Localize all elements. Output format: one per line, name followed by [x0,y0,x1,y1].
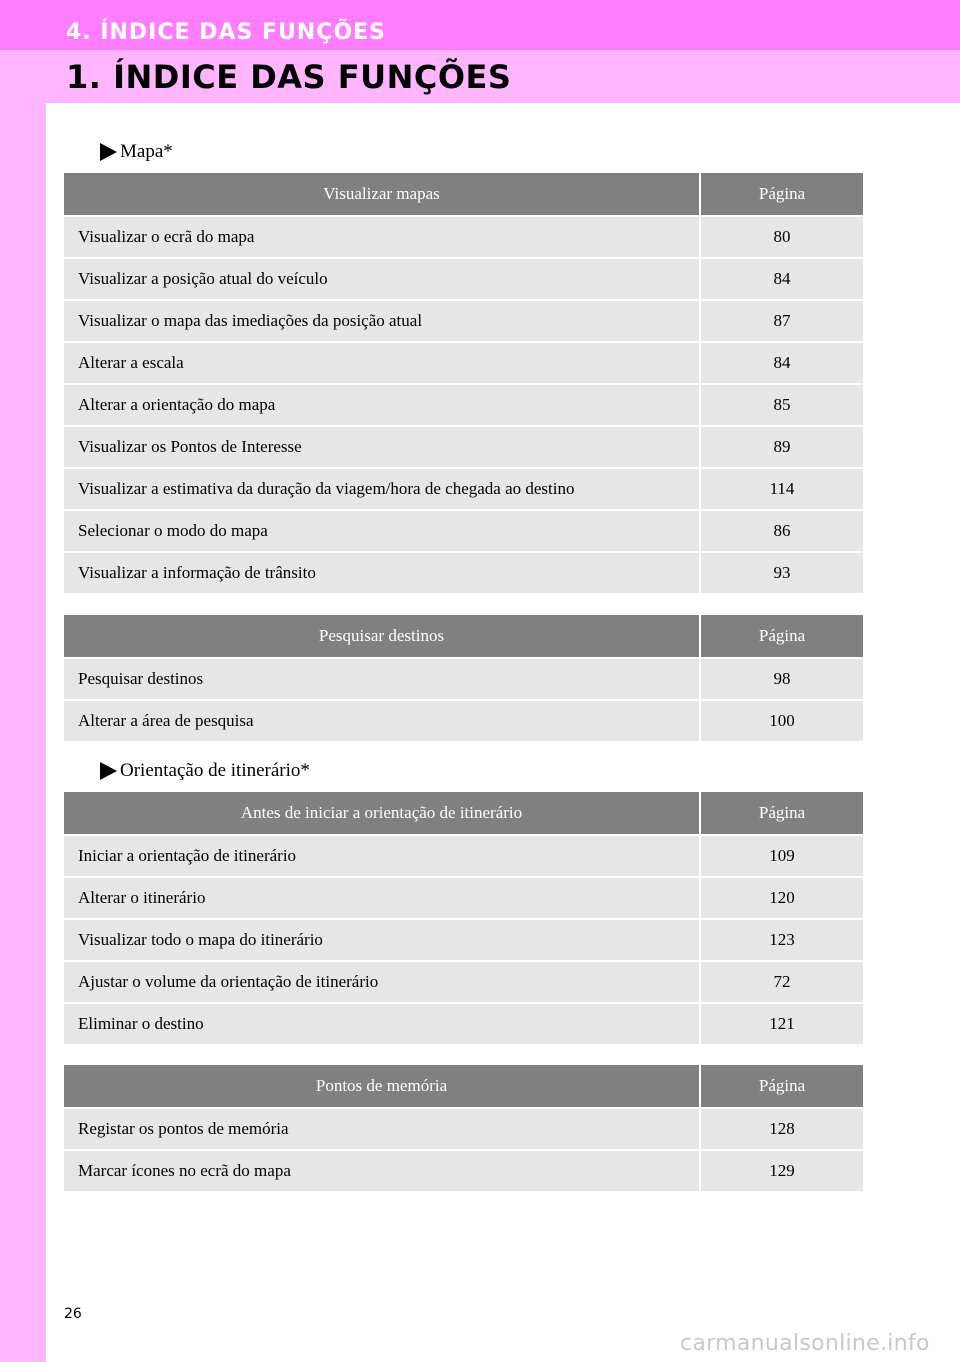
triangle-bullet-icon [100,762,117,780]
page-cell: 84 [700,342,863,384]
table-antes-de-iniciar [64,792,863,1046]
function-cell: Alterar a orientação do mapa [64,384,700,426]
table-row [64,258,863,300]
table-row [64,384,863,426]
table-header-row [64,792,863,835]
function-cell: Marcar ícones no ecrã do mapa [64,1150,700,1192]
table-header-page: Página [700,792,863,835]
page-number: 26 [64,1306,82,1322]
table-header-page: Página [700,173,863,216]
section-header-bar [0,0,960,50]
table-row [64,342,863,384]
function-cell: Eliminar o destino [64,1003,700,1045]
function-cell: Alterar a área de pesquisa [64,700,700,742]
table-row [64,700,863,742]
section-label: 4. ÍNDICE DAS FUNÇÕES [66,20,387,45]
table-row [64,510,863,552]
function-cell: Selecionar o modo do mapa [64,510,700,552]
page-cell: 84 [700,258,863,300]
table-header-page: Página [700,1065,863,1108]
page-cell: 85 [700,384,863,426]
table-row [64,658,863,700]
function-cell: Registar os pontos de memória [64,1108,700,1150]
table-header-function: Pontos de memória [64,1065,700,1108]
triangle-bullet-icon [100,143,117,161]
page-cell: 72 [700,961,863,1003]
table-header-function: Visualizar mapas [64,173,700,216]
table-row [64,877,863,919]
function-cell: Visualizar a posição atual do veículo [64,258,700,300]
table-row [64,552,863,594]
table-row [64,835,863,877]
page-title: 1. ÍNDICE DAS FUNÇÕES [66,58,512,96]
page-cell: 129 [700,1150,863,1192]
page-cell: 121 [700,1003,863,1045]
page-cell: 109 [700,835,863,877]
section-heading-text: Mapa* [120,141,173,162]
page-cell: 87 [700,300,863,342]
page-cell: 89 [700,426,863,468]
table-header-function: Pesquisar destinos [64,615,700,658]
function-cell: Visualizar a informação de trânsito [64,552,700,594]
section-heading-orientacao [100,759,310,783]
page-cell: 80 [700,216,863,258]
function-cell: Visualizar os Pontos de Interesse [64,426,700,468]
table-header-row [64,173,863,216]
page-cell: 93 [700,552,863,594]
function-cell: Pesquisar destinos [64,658,700,700]
watermark: carmanualsonline.info [680,1331,930,1356]
function-cell: Alterar o itinerário [64,877,700,919]
left-margin-strip [0,103,46,1362]
page-cell: 100 [700,700,863,742]
page-cell: 86 [700,510,863,552]
page-cell: 123 [700,919,863,961]
table-header-row [64,1065,863,1108]
table-row [64,468,863,510]
table-row [64,426,863,468]
section-heading-mapa [100,140,173,164]
table-row [64,1003,863,1045]
table-row [64,961,863,1003]
page-cell: 128 [700,1108,863,1150]
table-row [64,216,863,258]
table-row [64,1150,863,1192]
page-cell: 114 [700,468,863,510]
section-heading-text: Orientação de itinerário* [120,760,310,781]
table-row [64,300,863,342]
table-pesquisar-destinos [64,615,863,743]
page-cell: 120 [700,877,863,919]
function-cell: Alterar a escala [64,342,700,384]
function-cell: Visualizar todo o mapa do itinerário [64,919,700,961]
table-header-page: Página [700,615,863,658]
function-cell: Visualizar o mapa das imediações da posição atual [64,300,700,342]
function-cell: Visualizar o ecrã do mapa [64,216,700,258]
page-cell: 98 [700,658,863,700]
table-pontos-de-memoria [64,1065,863,1193]
function-cell: Visualizar a estimativa da duração da viagem/hora de chegada ao destino [64,468,700,510]
function-cell: Ajustar o volume da orientação de itinerário [64,961,700,1003]
function-cell: Iniciar a orientação de itinerário [64,835,700,877]
table-row [64,919,863,961]
table-header-function: Antes de iniciar a orientação de itinerário [64,792,700,835]
table-row [64,1108,863,1150]
table-visualizar-mapas [64,173,863,595]
table-header-row [64,615,863,658]
